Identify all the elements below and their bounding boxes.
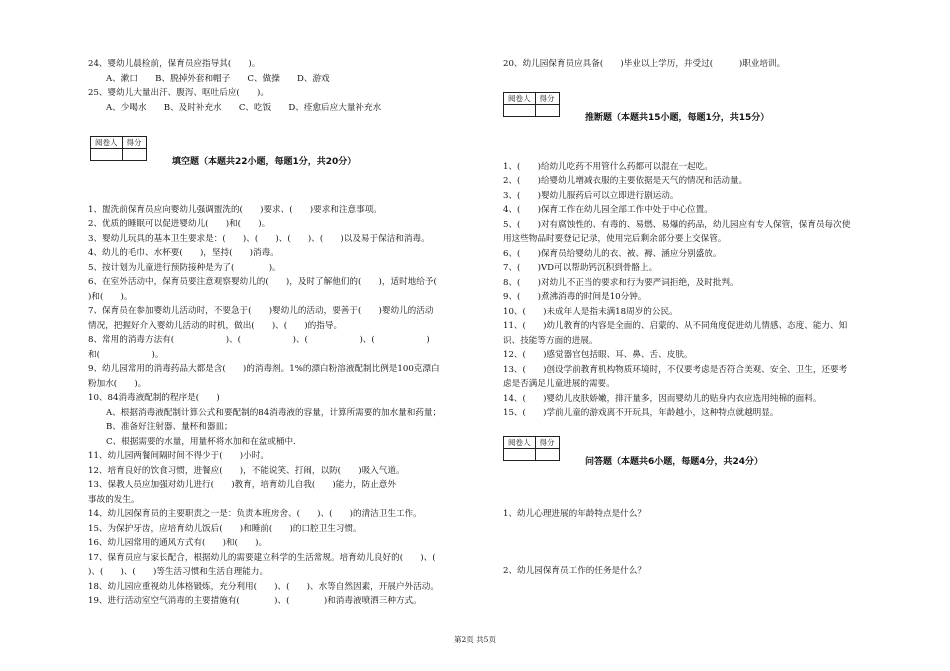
- fill-item: 和( )。: [88, 350, 164, 360]
- fill-item: 18、幼儿园应重视幼儿体格锻炼，充分利用( )、( )、水等自然因素，开展户外活动。: [88, 582, 439, 592]
- judge-item: 9、( )煮沸消毒的时间是10分钟。: [503, 292, 647, 302]
- score-label: 得分: [535, 93, 559, 105]
- fill-item: A、根据消毒液配制计算公式和要配制的84消毒液的容量，计算所需要的加水量和药量；: [106, 408, 442, 418]
- judge-item: 10、( )未成年人是指未满18周岁的公民。: [503, 307, 678, 317]
- judge-item: 3、( )婴幼儿服药后可以立即进行剧运动。: [503, 191, 679, 201]
- fill-item: 10、84消毒液配制的程序是( ): [88, 393, 220, 403]
- judge-item: 7、( )VD可以帮助钙沉积到骨骼上。: [503, 263, 658, 273]
- judge-item: 14、( )婴幼儿皮肤娇嫩，排汗量多，因而婴幼儿的贴身内衣应选用纯棉的面料。: [503, 394, 822, 404]
- reviewer-cell: [504, 449, 536, 461]
- judge-item: 8、( )对幼儿不正当的要求和行为要严词拒绝，及时批判。: [503, 278, 739, 288]
- fill-item: 3、婴幼儿玩具的基本卫生要求是：( )、( )、( )、( )以及易于保洁和消毒。: [88, 234, 430, 244]
- fill-item: 4、幼儿的毛巾、水杯要( )，坚持( )消毒。: [88, 248, 279, 258]
- judge-item: 1、( )给幼儿吃药不用管什么药都可以混在一起吃。: [503, 162, 713, 172]
- fill-item: 8、常用的消毒方法有( )、( )、( )、( ): [88, 335, 430, 345]
- score-box: [90, 136, 147, 161]
- question-20: 20、幼儿园保育员应具备( )毕业以上学历，并受过( )职业培训。: [503, 59, 786, 69]
- judge-item: 5、( )对有腐蚀性的、有毒的、易燃、易爆的药品，幼儿园应有专人保管，保育员每次使: [503, 220, 851, 230]
- fill-item: 粉加水( )。: [88, 379, 147, 389]
- score-box: [503, 92, 560, 117]
- reviewer-cell: [91, 149, 123, 161]
- judge-item: 6、( )保育员给婴幼儿的衣、被、褥、涵应分别盛放。: [503, 249, 722, 259]
- judge-item: 2、( )给婴幼儿增减衣服的主要依据是天气的情况和活动量。: [503, 176, 748, 186]
- fill-item: 14、幼儿园保育员的主要职责之一是：负责本班房舍、( )、( )的清洁卫生工作。: [88, 509, 422, 519]
- section-title-qa: 问答题（本题共6小题，每题4分，共24分）: [585, 457, 764, 467]
- fill-item: 2、优质的睡眠可以促进婴幼儿( )和( )。: [88, 219, 271, 229]
- section-title-judgement: 推断题（本题共15小题，每题1分，共15分）: [585, 113, 770, 123]
- judge-item: 识、技能等方面的进展。: [503, 336, 598, 346]
- reviewer-label: 阅卷人: [91, 137, 123, 149]
- fill-item: 事故的发生。: [88, 495, 140, 505]
- fill-item: 17、保育员应与家长配合，根据幼儿的需要建立科学的生活常规。培育幼儿良好的( )、(: [88, 553, 436, 563]
- fill-item: 19、进行活动室空气消毒的主要措施有( )、( )和消毒液喷洒三种方式。: [88, 596, 422, 606]
- judge-item: 虑是否满足儿童进展的需要。: [503, 379, 615, 389]
- fill-item: 9、幼儿园常用的消毒药品大都是含( )的消毒剂。1%的漂白粉溶液配制比例是100克漂白: [88, 364, 440, 374]
- fill-item: C、根据需要的水量，用量杯将水加和在盆或桶中.: [106, 437, 296, 447]
- judge-item: 用这些物品时要登记记录，使用完后剩余部分要上交保管。: [503, 234, 727, 244]
- fill-item: )、( )、( )等生活习惯和生活自理能力。: [88, 567, 269, 577]
- question-25-options: A、少喝水 B、及时补充水 C、吃饭 D、痊愈后应大量补充水: [106, 103, 382, 113]
- question-25: 25、婴幼儿大量出汗、腹泻、呕吐后应( )。: [88, 88, 269, 98]
- qa-question: 2、幼儿园保育员工作的任务是什么？: [503, 566, 646, 576]
- fill-item: )和( )。: [88, 292, 133, 302]
- fill-item: B、准备好注射器、量杯和器皿；: [106, 422, 233, 432]
- score-cell: [122, 149, 146, 161]
- section-title-fill-in: 填空题（本题共22小题，每题1分，共20分）: [172, 157, 357, 167]
- judge-item: 12、( )感觉器官包括眼、耳、鼻、舌、皮肤。: [503, 350, 693, 360]
- score-box: [503, 436, 560, 461]
- fill-item: 5、按计划为儿童进行预防接种是为了( )。: [88, 263, 281, 273]
- fill-item: 12、培育良好的饮食习惯，进餐应( )，不能说笑、打闹，以防( )吸入气道。: [88, 466, 405, 476]
- qa-question: 1、幼儿心理进展的年龄特点是什么？: [503, 509, 646, 519]
- fill-item: 15、为保护牙齿，应培育幼儿饭后( )和睡前( )的口腔卫生习惯。: [88, 524, 362, 534]
- fill-item: 7、保育员在参加婴幼儿活动时，不要急于( )婴幼儿的活动，要善于( )婴幼儿的活动: [88, 306, 434, 316]
- score-label: 得分: [535, 437, 559, 449]
- fill-item: 16、幼儿园常用的通风方式有( )和( )。: [88, 538, 268, 548]
- fill-item: 11、幼儿园两餐间隔时间不得少于( )小时。: [88, 451, 269, 461]
- reviewer-cell: [504, 105, 536, 117]
- score-cell: [535, 105, 559, 117]
- fill-item: 6、在室外活动中，保育员要注意观察婴幼儿的( )，及时了解他们的( )，适时地给予(: [88, 277, 437, 287]
- question-24-options: A、漱口 B、脱掉外套和帽子 C、做操 D、游戏: [106, 74, 330, 84]
- fill-item: 1、盥洗前保育员应向婴幼儿强调盥洗的( )要求、( )要求和注意事项。: [88, 205, 382, 215]
- reviewer-label: 阅卷人: [504, 437, 536, 449]
- judge-item: 4、( )保育工作在幼儿园全部工作中处于中心位置。: [503, 205, 713, 215]
- score-cell: [535, 449, 559, 461]
- question-24: 24、婴幼儿晨检前，保育员应指导其( )。: [88, 59, 261, 69]
- judge-item: 13、( )创设学前教育机构物质环境时，不仅要考虑是否符合美观、安全、卫生，还要考: [503, 365, 848, 375]
- fill-item: 情况，把握好介入婴幼儿活动的时机，做出( )、( )的指导。: [88, 321, 343, 331]
- judge-item: 11、( )幼儿教育的内容是全面的、启蒙的、从不同角度促进幼儿情感、态度、能力、知: [503, 321, 848, 331]
- fill-item: 13、保教人员应加强对幼儿进行( )教育，培育幼儿自我( )能力，防止意外: [88, 480, 396, 490]
- judge-item: 15、( )学前儿童的游戏离不开玩具，年龄越小，这种特点就越明显。: [503, 408, 779, 418]
- page-footer: 第2页 共5页: [454, 635, 496, 644]
- score-label: 得分: [122, 137, 146, 149]
- reviewer-label: 阅卷人: [504, 93, 536, 105]
